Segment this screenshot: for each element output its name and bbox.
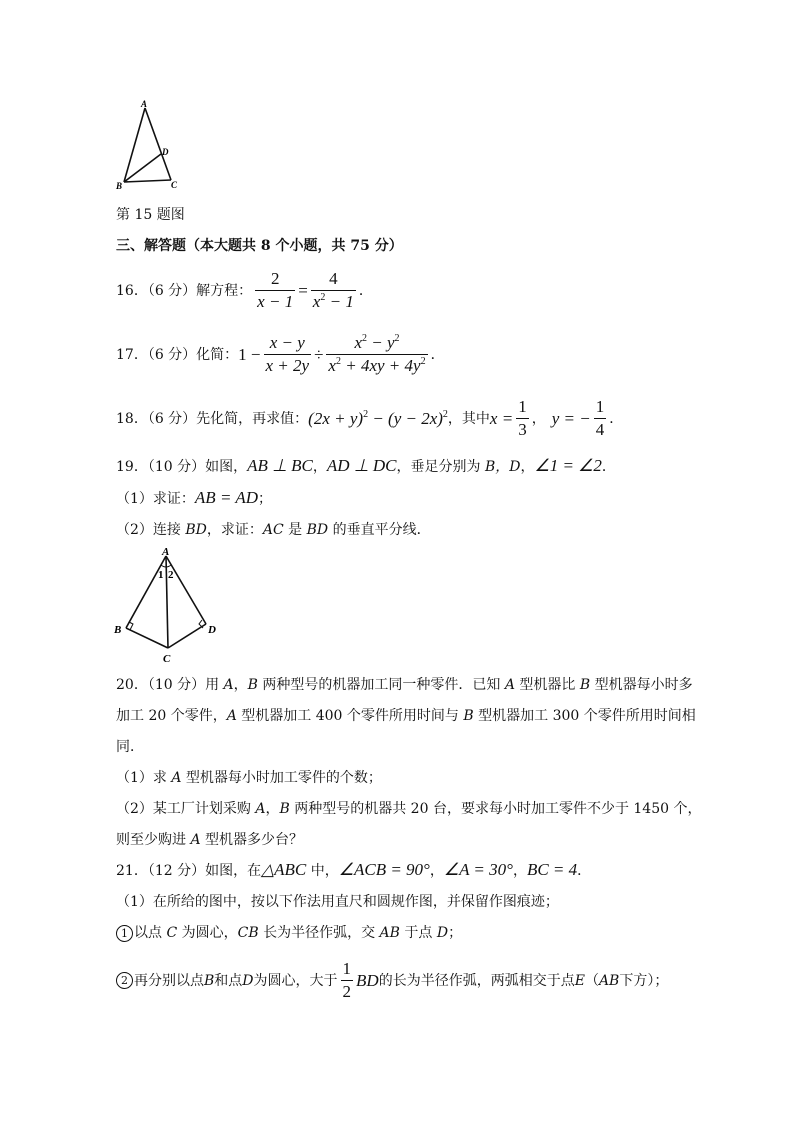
- figure-15-triangle: [110, 98, 190, 194]
- fig15-label-b: B: [116, 181, 123, 191]
- question-20-line-3: 同．: [116, 739, 144, 755]
- question-19-part-2: （2）连接 BD，求证：AC 是 BD 的垂直平分线．: [116, 522, 431, 538]
- fig19-label-2: 2: [168, 569, 174, 581]
- q17-prefix: 17．（6 分）化简：: [116, 346, 239, 363]
- question-20-part-1: （1）求 A 型机器每小时加工零件的个数；: [116, 770, 382, 786]
- question-17: 17．（6 分）化简： 1 − $\frac{x - y}{x + 2y}$ ÷ $\frac{x^2 - y^2}{x^2 + 4xy + 4y^2}$ ．: [116, 333, 445, 375]
- q16-fraction-right: $\frac{4}{x^2 - 1}$: [312, 269, 354, 311]
- q17-fraction-1: $\frac{x - y}{x + 2y}$: [265, 333, 310, 375]
- q18-y-fraction: $\frac{1}{4}$: [595, 397, 605, 439]
- question-21-step-1: 1 以点 C 为圆心，CB 长为半径作弧，交 AB 于点 D；: [116, 923, 462, 943]
- q21-half-fraction: $\frac{1}{2}$: [342, 959, 352, 1001]
- fig15-label-d: D: [162, 147, 169, 157]
- fig19-label-1: 1: [158, 569, 164, 581]
- question-20-line-2: 加工 20 个零件，A 型机器加工 400 个零件所用时间与 B 型机器加工 300 个零件所用时间相: [116, 708, 696, 724]
- question-19: 19．（10 分）如图，AB ⊥ BC，AD ⊥ DC，垂足分别为 B，D，∠1 = ∠2．: [116, 456, 616, 475]
- q16-fraction-left: $\frac{2}{x - 1}$: [257, 269, 294, 311]
- figure-15-caption: 第 15 题图: [116, 207, 185, 223]
- question-16: 16．（6 分）解方程： $\frac{2}{x - 1}$ = $\frac{4}{x^2 - 1}$ ．: [116, 269, 373, 311]
- fig15-label-a: A: [141, 99, 148, 109]
- question-20-part-2-cont: 则至少购进 A 型机器多少台？: [116, 832, 304, 848]
- q16-prefix: 16．（6 分）解方程：: [116, 282, 253, 299]
- fig15-label-c: C: [171, 180, 178, 190]
- fig19-label-c: C: [163, 653, 171, 665]
- q18-x-fraction: $\frac{1}{3}$: [518, 397, 527, 439]
- question-21-part-1: （1）在所给的图中，按以下作法用直尺和圆规作图，并保留作图痕迹；: [116, 894, 559, 910]
- section-3-heading: 三、解答题（本大题共 8 个小题，共 75 分）: [116, 238, 403, 254]
- question-18: 18．（6 分）先化简，再求值： $(2x + y)^2 - (y - 2x)^2$ ，其中 x = $\frac{1}{3}$ ， y = − $\frac{1}{4}$ ．: [116, 397, 624, 439]
- q17-fraction-2: $\frac{x^2 - y^2}{x^2 + 4xy + 4y^2}$: [328, 333, 426, 375]
- question-21-step-2: 2 再分别以点 B 和点 D 为圆心，大于 $\frac{1}{2}$ BD 的长为半径作弧，两弧相交于点 E （ AB 下方）；: [116, 960, 668, 1001]
- fig19-label-a: A: [162, 546, 170, 558]
- question-19-part-1: （1）求证：AB = AD；: [116, 488, 273, 507]
- question-21: 21．（12 分）如图，在△ABC 中，∠ACB = 90°，∠A = 30°，BC = 4．: [116, 860, 592, 879]
- question-20-line-1: 20．（10 分）用 A，B 两种型号的机器加工同一种零件．已知 A 型机器比 B 型机器每小时多: [116, 677, 693, 693]
- fig19-label-d: D: [208, 624, 216, 636]
- figure-19-kite: [112, 544, 222, 666]
- question-20-part-2: （2）某工厂计划采购 A，B 两种型号的机器共 20 台，要求每小时加工零件不少于 1450 个，: [116, 801, 702, 817]
- q18-prefix: 18．（6 分）先化简，再求值：: [116, 410, 309, 427]
- step-2-circled-number: 2: [116, 972, 133, 989]
- fig19-label-b: B: [114, 624, 122, 636]
- step-1-circled-number: 1: [116, 925, 133, 942]
